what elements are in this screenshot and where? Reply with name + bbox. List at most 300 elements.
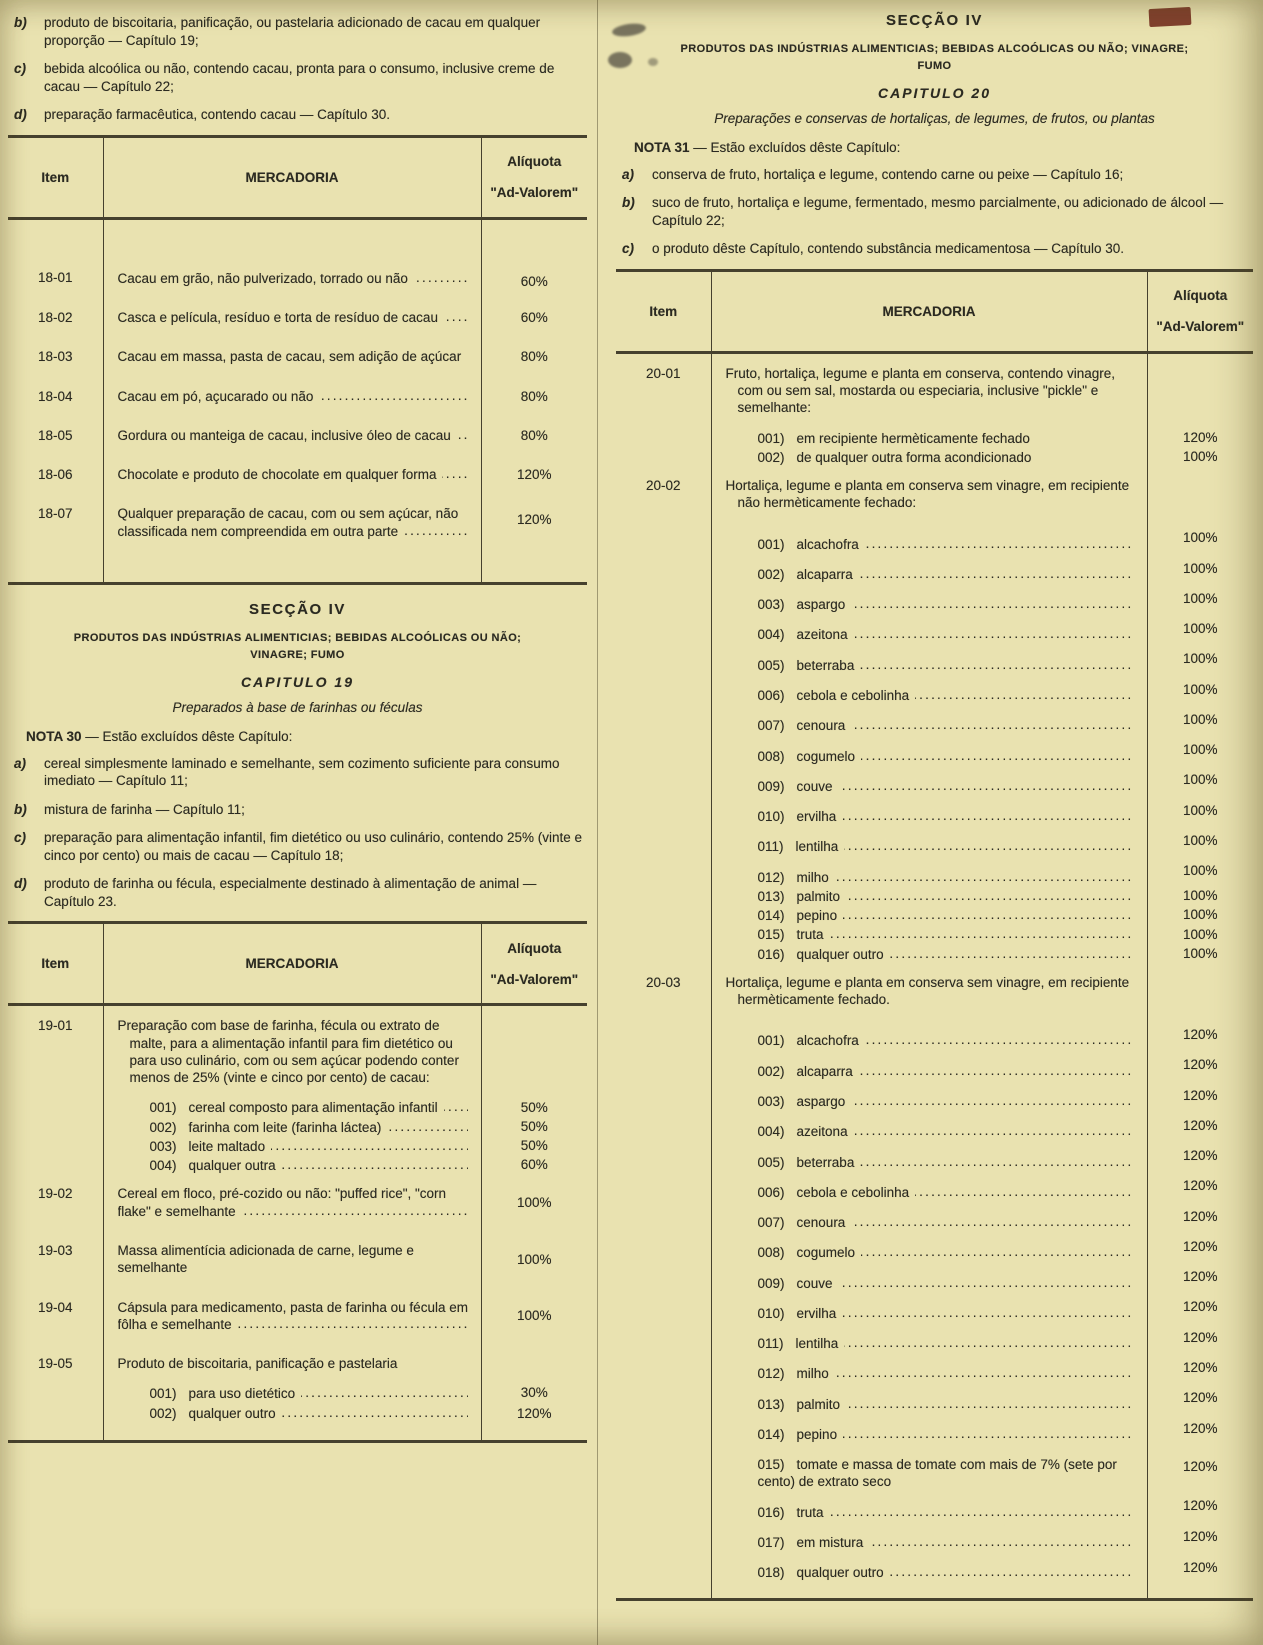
table-subrow <box>616 1551 1253 1599</box>
sub-item-code: 009) <box>757 778 785 794</box>
sub-description <box>150 1099 471 1116</box>
sub-item-text: tomate e massa de tomate com mais de 7% (sete por cento) de extrato seco <box>757 1457 1117 1490</box>
header-item: Item <box>8 923 103 1005</box>
item-code-empty <box>616 523 711 553</box>
sub-mercadoria-cell <box>711 765 1147 795</box>
description-text: Qualquer preparação de cacau, com ou sem açúcar, não classificada nem compreendida em outra parte <box>117 506 459 539</box>
header-row <box>8 136 587 218</box>
note-item <box>8 829 587 864</box>
table-subrow <box>616 1080 1253 1110</box>
sub-item-code: 014) <box>757 908 785 924</box>
rate-value: 100% <box>1182 907 1218 923</box>
header-mercadoria: MERCADORIA <box>103 923 481 1005</box>
table-subrow <box>616 765 1253 795</box>
note-item <box>616 166 1253 184</box>
mercadoria-cell <box>103 1344 481 1383</box>
sub-item-code: 004) <box>757 1124 785 1140</box>
table-subrow <box>616 1322 1253 1352</box>
sub-description-text <box>758 1535 870 1550</box>
item-code: 18-06 <box>37 467 73 483</box>
sub-description <box>150 1385 471 1402</box>
sub-item-text: alcaparra <box>796 566 853 582</box>
sub-description-text <box>758 1033 865 1048</box>
rate-value: 30% <box>520 1385 548 1401</box>
mercadoria-cell <box>103 298 481 337</box>
table-subrow <box>616 924 1253 943</box>
sub-item-text: lentilha <box>795 839 839 855</box>
description <box>118 309 471 326</box>
description <box>118 505 471 540</box>
sub-description-text <box>758 809 843 824</box>
sub-description <box>758 748 1137 765</box>
sub-mercadoria-cell <box>711 1019 1147 1049</box>
rate-value: 120% <box>1182 1208 1218 1224</box>
item-code-empty <box>616 428 711 447</box>
sub-item-code: 002) <box>757 566 785 582</box>
header-aliquota-line2: "Ad-Valorem" <box>1156 319 1245 335</box>
sub-item-code: 001) <box>149 1100 177 1116</box>
sub-description <box>758 1063 1137 1080</box>
rate-value: 120% <box>1182 1299 1218 1315</box>
rate-value: 120% <box>1182 1559 1218 1575</box>
sub-description <box>150 1119 471 1136</box>
rate-value: 60% <box>520 274 548 290</box>
chapter19-exclusion-notes <box>8 755 587 911</box>
header-aliquota <box>1147 270 1253 352</box>
sub-description-text <box>758 839 845 854</box>
sub-item-code: 006) <box>757 688 785 704</box>
note-item <box>8 106 587 124</box>
sub-item-code: 003) <box>757 597 785 613</box>
sub-description-text <box>758 1306 843 1321</box>
sub-description <box>758 808 1137 825</box>
sub-item-code: 016) <box>757 946 785 962</box>
table-header <box>8 923 587 1005</box>
note-item-text: o produto dêste Capítulo, contendo substância medicamentosa — Capítulo 30. <box>652 241 1125 257</box>
sub-description-text <box>758 1336 845 1351</box>
item-code-empty <box>616 553 711 583</box>
item-code-empty <box>616 944 711 963</box>
description <box>118 1185 471 1220</box>
table-subrow <box>616 674 1253 704</box>
sub-item-text: cebola e cebolinha <box>796 688 910 704</box>
description-text: Cacau em grão, não pulverizado, torrado ou não <box>118 271 414 286</box>
sub-item-code: 002) <box>757 1063 785 1079</box>
item-code-empty <box>616 856 711 886</box>
sub-description <box>758 869 1137 886</box>
section-subtitle: PRODUTOS DAS INDÚSTRIAS ALIMENTICIAS; BEBIDAS ALCOÓLICAS OU NÃO; VINAGRE; FUMO <box>73 631 522 661</box>
sub-item-code: 002) <box>149 1405 177 1421</box>
sub-description-text <box>758 779 839 794</box>
table-row <box>8 455 587 494</box>
rate-value: 120% <box>1182 1178 1218 1194</box>
sub-item-text: cebola e cebolinha <box>796 1184 910 1200</box>
item-code-empty <box>616 1521 711 1551</box>
item-code-empty <box>616 1019 711 1049</box>
item-code-empty <box>616 1292 711 1322</box>
mercadoria-cell <box>103 494 481 583</box>
item-code: 18-02 <box>37 310 73 325</box>
table-row <box>8 337 587 376</box>
nota-heading <box>616 140 1253 155</box>
sub-item-text: milho <box>796 1366 829 1382</box>
sub-description-text <box>758 927 830 942</box>
header-aliquota-line2: "Ad-Valorem" <box>490 185 579 201</box>
mercadoria-cell <box>711 352 1147 427</box>
item-code-empty <box>616 1413 711 1443</box>
rate-value: 80% <box>520 388 548 404</box>
description-text: Fruto, hortaliça, legume e planta em conserva, contendo vinagre, com ou sem sal, mostarda ou especiaria, inclusive "pickle" e semelhante: <box>725 365 1115 416</box>
sub-description <box>758 657 1137 674</box>
item-code-empty <box>616 1352 711 1382</box>
note-item-label: c) <box>622 241 635 257</box>
sub-item-code: 011) <box>757 839 784 855</box>
sub-description <box>150 1138 471 1155</box>
table-subrow <box>616 1019 1253 1049</box>
table-subrow <box>616 1383 1253 1413</box>
sub-description <box>758 926 1137 943</box>
rate-value: 120% <box>1182 1087 1218 1103</box>
sub-description-text <box>758 658 861 673</box>
sub-description-text <box>758 1427 844 1442</box>
item-code-empty <box>616 905 711 924</box>
rate-value: 100% <box>1182 711 1218 727</box>
table-subrow <box>616 583 1253 613</box>
sub-item-text: palmito <box>796 888 841 904</box>
rate-value: 120% <box>1182 1117 1218 1133</box>
sub-item-text: pepino <box>796 908 838 924</box>
item-code-empty <box>8 1383 103 1402</box>
header-mercadoria: MERCADORIA <box>103 136 481 218</box>
rate-value: 100% <box>516 1195 552 1211</box>
section-heading-chapter19 <box>8 601 587 910</box>
rate-value: 120% <box>1182 1148 1218 1164</box>
table-row <box>8 298 587 337</box>
table-subrow <box>616 1201 1253 1231</box>
section-title: SECÇÃO IV <box>886 12 983 29</box>
tariff-table <box>8 921 587 1443</box>
section-subtitle: PRODUTOS DAS INDÚSTRIAS ALIMENTICIAS; BEBIDAS ALCOÓLICAS OU NÃO; VINAGRE; FUMO <box>680 43 1189 73</box>
table-subrow <box>616 1171 1253 1201</box>
rate-value: 60% <box>520 310 548 326</box>
sub-description-text <box>758 908 844 923</box>
sub-mercadoria-cell <box>711 1292 1147 1322</box>
header-aliquota-line1: Alíquota <box>1173 288 1228 304</box>
item-code-empty <box>8 1117 103 1136</box>
note-item-label: c) <box>14 830 27 846</box>
sub-description <box>758 1365 1137 1382</box>
note-item <box>8 14 587 49</box>
table-subrow <box>8 1136 587 1155</box>
sub-description-text <box>758 718 852 733</box>
sub-item-code: 017) <box>757 1534 785 1550</box>
rate-value: 80% <box>520 427 548 443</box>
sub-item-text: azeitona <box>796 627 848 643</box>
sub-description <box>758 566 1137 583</box>
note-item <box>8 875 587 910</box>
item-code-empty <box>616 765 711 795</box>
sub-item-code: 007) <box>757 1215 785 1231</box>
sub-description <box>758 1032 1137 1049</box>
sub-description-text <box>758 1215 852 1230</box>
rate-value: 120% <box>1182 1269 1218 1285</box>
table-subrow <box>616 886 1253 905</box>
sub-item-text: qualquer outra <box>188 1158 276 1174</box>
item-code-empty <box>616 704 711 734</box>
sub-description <box>758 1244 1137 1261</box>
note-item-label: a) <box>622 166 635 182</box>
sub-item-text: alcaparra <box>796 1063 853 1079</box>
note-item-text: conserva de fruto, hortaliça e legume, contendo carne ou peixe — Capítulo 16; <box>652 166 1124 182</box>
header-aliquota <box>481 923 587 1005</box>
sub-item-text: couve <box>796 1275 833 1291</box>
item-code-empty <box>8 1097 103 1116</box>
sub-description-text <box>758 1064 859 1079</box>
header-row <box>616 270 1253 352</box>
sub-description-text <box>758 1094 852 1109</box>
table-row <box>8 494 587 583</box>
sub-mercadoria-cell <box>103 1383 481 1402</box>
sub-description <box>758 626 1137 643</box>
rate-value: 100% <box>516 1251 552 1267</box>
sub-item-text: cenoura <box>796 1215 846 1231</box>
mercadoria-cell <box>103 1005 481 1098</box>
sub-mercadoria-cell <box>711 1322 1147 1352</box>
description-text: Hortaliça, legume e planta em conserva sem vinagre, em recipiente hermèticamente fechado. <box>725 974 1130 1008</box>
description <box>118 388 471 405</box>
table-row <box>616 352 1253 427</box>
item-code-empty <box>616 886 711 905</box>
sub-description-text <box>758 870 835 885</box>
item-code-empty <box>616 1080 711 1110</box>
header-item: Item <box>616 270 711 352</box>
sub-mercadoria-cell <box>711 1521 1147 1551</box>
sub-item-text: ervilha <box>796 809 837 825</box>
sub-item-text: alcachofra <box>796 536 859 552</box>
sub-mercadoria-cell <box>711 1080 1147 1110</box>
table-row <box>8 377 587 416</box>
sub-item-text: em mistura <box>796 1534 864 1550</box>
sub-mercadoria-cell <box>103 1403 481 1442</box>
sub-mercadoria-cell <box>711 1383 1147 1413</box>
sub-description <box>758 1396 1137 1413</box>
note-item-text: suco de fruto, hortaliça e legume, fermentado, mesmo parcialmente, ou adicionado de álcool — Capítulo 22; <box>652 195 1224 228</box>
sub-description-text <box>758 1505 830 1520</box>
item-code-empty <box>616 825 711 855</box>
table-subrow <box>616 1352 1253 1382</box>
sub-item-code: 001) <box>757 536 785 552</box>
note-item-text: produto de biscoitaria, panificação, ou pastelaria adicionado de cacau em qualquer proporção — Capítulo 19; <box>44 15 541 48</box>
sub-description <box>758 717 1137 734</box>
chapter-title: CAPITULO 20 <box>877 85 991 102</box>
note-item-text: preparação farmacêutica, contendo cacau — Capítulo 30. <box>44 107 390 123</box>
sub-description <box>150 1405 471 1422</box>
item-code: 18-05 <box>37 427 73 443</box>
description-text: Hortaliça, legume e planta em conserva sem vinagre, em recipiente não hermèticamente fechado: <box>725 478 1130 511</box>
rate-value: 120% <box>1182 1329 1218 1345</box>
sub-item-code: 008) <box>757 748 785 764</box>
rate-value: 50% <box>520 1138 548 1154</box>
rate-value: 80% <box>520 349 548 365</box>
sub-description-text <box>150 1386 302 1401</box>
table-header <box>616 270 1253 352</box>
sub-description-text <box>758 537 865 552</box>
table-row <box>8 218 587 298</box>
sub-description <box>758 1534 1137 1551</box>
item-code: 19-03 <box>37 1242 73 1258</box>
sub-description-text <box>758 1185 916 1200</box>
sub-item-text: alcachofra <box>796 1033 859 1049</box>
sub-item-code: 005) <box>757 657 785 673</box>
item-code-empty <box>616 795 711 825</box>
sub-item-code: 014) <box>757 1426 785 1442</box>
sub-item-text: farinha com leite (farinha láctea) <box>188 1119 382 1135</box>
rate-value: 120% <box>516 1405 552 1421</box>
table-subrow <box>616 613 1253 643</box>
table-subrow <box>616 644 1253 674</box>
rate-value: 100% <box>1182 530 1218 546</box>
sub-mercadoria-cell <box>103 1097 481 1116</box>
sub-item-code: 015) <box>757 1457 785 1473</box>
sub-item-code: 010) <box>757 809 785 825</box>
sub-description-text <box>758 1124 854 1139</box>
rate-value: 120% <box>516 467 552 483</box>
item-code: 18-04 <box>37 388 73 404</box>
table-subrow <box>616 1262 1253 1292</box>
sub-description <box>758 907 1137 924</box>
mercadoria-cell <box>711 963 1147 1020</box>
sub-description-text <box>758 1457 1117 1489</box>
item-code-empty <box>616 1110 711 1140</box>
item-code-empty <box>616 1551 711 1599</box>
sub-description-text <box>758 597 852 612</box>
table-subrow <box>616 735 1253 765</box>
sub-mercadoria-cell <box>711 795 1147 825</box>
sub-description-text <box>758 947 890 962</box>
sub-item-text: beterraba <box>796 657 855 673</box>
sub-description <box>758 778 1137 795</box>
sub-mercadoria-cell <box>711 1171 1147 1201</box>
sub-description <box>758 1456 1137 1491</box>
sub-mercadoria-cell <box>711 944 1147 963</box>
section-heading-chapter20 <box>616 12 1253 258</box>
table-body <box>616 352 1253 1599</box>
sub-item-text: cogumelo <box>796 748 856 764</box>
header-aliquota-line2: "Ad-Valorem" <box>490 971 579 987</box>
sub-item-text: de qualquer outra forma acondicionado <box>796 449 1032 465</box>
table-subrow <box>616 825 1253 855</box>
item-code: 19-05 <box>37 1356 73 1372</box>
description <box>118 466 471 483</box>
rate-value: 100% <box>1182 772 1218 788</box>
description <box>118 1355 471 1372</box>
note-item-label: d) <box>14 107 27 123</box>
nota-label: NOTA 31 <box>634 139 690 155</box>
item-code-empty <box>616 735 711 765</box>
description <box>118 270 471 287</box>
sub-item-text: truta <box>796 1504 824 1520</box>
chapter-subtitle: Preparações e conservas de hortaliças, de legumes, de frutos, ou plantas <box>714 111 1155 127</box>
table-body <box>8 218 587 583</box>
item-code: 20-02 <box>645 478 681 494</box>
sub-description <box>758 1504 1137 1521</box>
note-item-label: b) <box>14 15 27 30</box>
header-aliquota <box>481 136 587 218</box>
sub-mercadoria-cell <box>711 1352 1147 1382</box>
rate-value: 100% <box>1182 449 1218 465</box>
sub-description-text <box>758 1276 839 1291</box>
sub-description-text <box>758 1397 847 1412</box>
item-code: 18-01 <box>37 269 73 285</box>
sub-mercadoria-cell <box>103 1155 481 1174</box>
mercadoria-cell <box>103 337 481 376</box>
rate-value: 100% <box>1182 926 1218 942</box>
sub-item-code: 010) <box>757 1305 785 1321</box>
sub-description-text <box>150 1158 282 1173</box>
sub-description-text <box>758 688 916 703</box>
mercadoria-cell <box>103 1174 481 1231</box>
table-subrow <box>616 704 1253 734</box>
sub-description <box>758 888 1137 905</box>
item-code-empty <box>616 1171 711 1201</box>
chapter18-exclusion-notes <box>8 14 587 124</box>
sub-mercadoria-cell <box>711 1050 1147 1080</box>
sub-item-code: 009) <box>757 1275 785 1291</box>
table-subrow <box>616 1141 1253 1171</box>
item-code: 19-04 <box>37 1299 73 1315</box>
sub-mercadoria-cell <box>711 447 1147 466</box>
item-code-empty <box>616 1201 711 1231</box>
table-body <box>8 1005 587 1442</box>
sub-item-text: para uso dietético <box>188 1386 296 1402</box>
sub-item-text: azeitona <box>796 1124 848 1140</box>
sub-description <box>758 1093 1137 1110</box>
table-row <box>8 416 587 455</box>
sub-item-code: 002) <box>149 1119 177 1135</box>
table-row <box>8 1005 587 1098</box>
left-column <box>0 0 597 1645</box>
sub-mercadoria-cell <box>711 1443 1147 1491</box>
rate-value: 100% <box>1182 742 1218 758</box>
mercadoria-cell <box>711 466 1147 523</box>
item-code-empty <box>616 1443 711 1491</box>
rate-value: 60% <box>520 1157 548 1173</box>
sub-item-text: qualquer outro <box>796 1565 884 1581</box>
chapter-subtitle: Preparados à base de farinhas ou féculas <box>172 699 423 715</box>
sub-mercadoria-cell <box>711 428 1147 447</box>
table-subrow <box>616 523 1253 553</box>
description-text: Cacau em massa, pasta de cacau, sem adição de açúcar <box>118 349 468 364</box>
sub-mercadoria-cell <box>711 583 1147 613</box>
note-item-text: produto de farinha ou fécula, especialmente destinado à alimentação de animal — Capítulo 23. <box>44 876 537 909</box>
table-subrow <box>616 1443 1253 1491</box>
sub-item-code: 005) <box>757 1154 785 1170</box>
sub-item-code: 015) <box>757 927 785 943</box>
table-subrow <box>616 553 1253 583</box>
mercadoria-cell <box>103 377 481 416</box>
item-code: 18-03 <box>37 349 73 365</box>
sub-mercadoria-cell <box>711 553 1147 583</box>
right-column <box>598 0 1263 1645</box>
table-subrow <box>616 1292 1253 1322</box>
rate-value: 120% <box>516 511 552 527</box>
sub-description <box>758 1123 1137 1140</box>
sub-item-text: palmito <box>796 1396 841 1412</box>
sub-description-text <box>758 627 854 642</box>
nota-label: NOTA 30 <box>26 728 82 744</box>
table-subrow <box>616 905 1253 924</box>
rate-value: 100% <box>1182 651 1218 667</box>
